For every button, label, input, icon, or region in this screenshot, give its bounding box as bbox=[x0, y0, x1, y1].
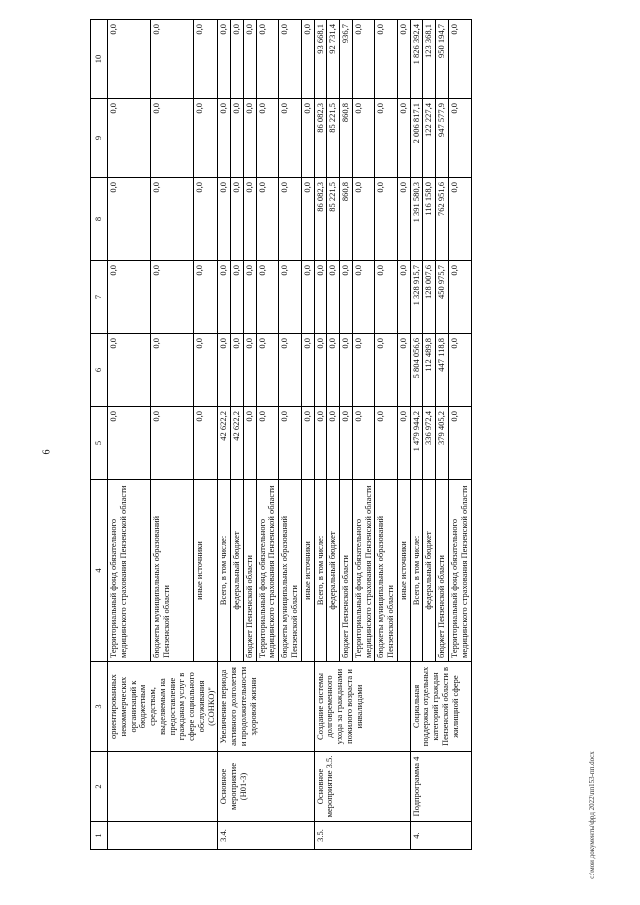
value-cell: 112 489,8 bbox=[423, 334, 436, 407]
value-cell: 447 118,8 bbox=[436, 334, 449, 407]
value-cell: 0,0 bbox=[256, 178, 279, 261]
value-cell: 0,0 bbox=[375, 334, 398, 407]
table-row bbox=[108, 20, 151, 850]
value-cell: 0,0 bbox=[301, 99, 314, 178]
value-cell: 0,0 bbox=[301, 407, 314, 480]
value-cell: 336 972,4 bbox=[423, 407, 436, 480]
event-name-cell: Основное мероприятие 3.5. bbox=[314, 752, 410, 822]
value-cell: 1 479 944,2 bbox=[410, 407, 423, 480]
header-cell: 3 bbox=[91, 662, 108, 752]
value-cell: 0,0 bbox=[375, 178, 398, 261]
funding-source-cell: Всего, в том числе: bbox=[218, 480, 231, 662]
value-cell: 0,0 bbox=[218, 178, 231, 261]
value-cell: 762 951,6 bbox=[436, 178, 449, 261]
value-cell: 93 668,1 bbox=[314, 20, 327, 99]
value-cell: 2 006 817,1 bbox=[410, 99, 423, 178]
event-name-cell: Подпрограмма 4 bbox=[410, 752, 471, 822]
header-cell: 6 bbox=[91, 334, 108, 407]
value-cell: 1 328 915,7 bbox=[410, 261, 423, 334]
value-cell: 0,0 bbox=[243, 261, 256, 334]
value-cell: 0,0 bbox=[352, 99, 375, 178]
value-cell: 0,0 bbox=[314, 407, 327, 480]
value-cell: 0,0 bbox=[279, 20, 302, 99]
value-cell: 0,0 bbox=[448, 20, 471, 99]
value-cell: 85 221,5 bbox=[327, 99, 340, 178]
value-cell: 0,0 bbox=[397, 334, 410, 407]
value-cell: 128 007,6 bbox=[423, 261, 436, 334]
value-cell: 0,0 bbox=[448, 407, 471, 480]
value-cell: 0,0 bbox=[397, 407, 410, 480]
value-cell: 0,0 bbox=[108, 178, 151, 261]
value-cell: 0,0 bbox=[314, 261, 327, 334]
value-cell: 0,0 bbox=[375, 20, 398, 99]
value-cell: 0,0 bbox=[151, 261, 194, 334]
value-cell: 0,0 bbox=[327, 407, 340, 480]
funding-source-cell: иные источники bbox=[397, 480, 410, 662]
event-description-cell: ориентированных некоммерческих организаций к бюджетным средствам, выделяемым на предоставление гражданам услуг в сфере социального обслуживания (СОНКО)" bbox=[108, 662, 218, 752]
value-cell: 0,0 bbox=[352, 20, 375, 99]
funding-source-cell: Территориальный фонд обязательного медицинского страхования Пензенской области bbox=[448, 480, 471, 662]
value-cell: 0,0 bbox=[231, 178, 244, 261]
value-cell: 0,0 bbox=[231, 261, 244, 334]
value-cell: 0,0 bbox=[397, 261, 410, 334]
value-cell: 0,0 bbox=[194, 20, 218, 99]
value-cell: 0,0 bbox=[340, 334, 353, 407]
value-cell: 0,0 bbox=[108, 261, 151, 334]
value-cell: 0,0 bbox=[256, 334, 279, 407]
value-cell: 947 577,9 bbox=[436, 99, 449, 178]
row-number-cell: 4. bbox=[410, 822, 471, 850]
value-cell: 379 405,2 bbox=[436, 407, 449, 480]
value-cell: 0,0 bbox=[352, 407, 375, 480]
value-cell: 0,0 bbox=[352, 261, 375, 334]
value-cell: 0,0 bbox=[397, 178, 410, 261]
value-cell: 0,0 bbox=[279, 407, 302, 480]
value-cell: 0,0 bbox=[194, 334, 218, 407]
value-cell: 0,0 bbox=[340, 407, 353, 480]
value-cell: 0,0 bbox=[108, 99, 151, 178]
value-cell: 0,0 bbox=[301, 20, 314, 99]
value-cell: 86 082,3 bbox=[314, 99, 327, 178]
header-cell: 1 bbox=[91, 822, 108, 850]
value-cell: 42 622,2 bbox=[218, 407, 231, 480]
value-cell: 0,0 bbox=[448, 334, 471, 407]
value-cell: 0,0 bbox=[256, 261, 279, 334]
value-cell: 0,0 bbox=[243, 407, 256, 480]
value-cell: 0,0 bbox=[194, 178, 218, 261]
funding-source-cell: бюджет Пензенской области bbox=[436, 480, 449, 662]
value-cell: 450 975,7 bbox=[436, 261, 449, 334]
value-cell: 0,0 bbox=[340, 261, 353, 334]
value-cell: 92 731,4 bbox=[327, 20, 340, 99]
header-row bbox=[91, 20, 108, 850]
value-cell: 0,0 bbox=[352, 178, 375, 261]
value-cell: 0,0 bbox=[301, 334, 314, 407]
header-cell: 2 bbox=[91, 752, 108, 822]
value-cell: 0,0 bbox=[151, 178, 194, 261]
value-cell: 0,0 bbox=[301, 178, 314, 261]
value-cell: 0,0 bbox=[448, 99, 471, 178]
value-cell: 0,0 bbox=[151, 99, 194, 178]
value-cell: 0,0 bbox=[218, 99, 231, 178]
table-body bbox=[108, 20, 472, 850]
value-cell: 0,0 bbox=[352, 334, 375, 407]
value-cell: 0,0 bbox=[256, 99, 279, 178]
value-cell: 0,0 bbox=[151, 334, 194, 407]
funding-source-cell: бюджеты муниципальных образований Пензенской области bbox=[279, 480, 302, 662]
value-cell: 0,0 bbox=[151, 407, 194, 480]
value-cell: 0,0 bbox=[243, 178, 256, 261]
funding-source-cell: Всего, в том числе: bbox=[410, 480, 423, 662]
value-cell: 0,0 bbox=[151, 20, 194, 99]
value-cell: 0,0 bbox=[301, 261, 314, 334]
value-cell: 0,0 bbox=[194, 407, 218, 480]
value-cell: 85 221,5 bbox=[327, 178, 340, 261]
funding-source-cell: федеральный бюджет bbox=[423, 480, 436, 662]
funding-source-cell: иные источники bbox=[194, 480, 218, 662]
funding-source-cell: федеральный бюджет bbox=[231, 480, 244, 662]
table-row bbox=[410, 20, 423, 850]
funding-source-cell: иные источники bbox=[301, 480, 314, 662]
funding-source-cell: Территориальный фонд обязательного медицинского страхования Пензенской области bbox=[108, 480, 151, 662]
value-cell: 0,0 bbox=[448, 178, 471, 261]
value-cell: 0,0 bbox=[279, 99, 302, 178]
value-cell: 0,0 bbox=[194, 99, 218, 178]
value-cell: 0,0 bbox=[218, 261, 231, 334]
value-cell: 0,0 bbox=[218, 20, 231, 99]
value-cell: 1 391 580,3 bbox=[410, 178, 423, 261]
value-cell: 0,0 bbox=[108, 407, 151, 480]
value-cell: 0,0 bbox=[279, 261, 302, 334]
value-cell: 0,0 bbox=[279, 178, 302, 261]
funding-source-cell: Территориальный фонд обязательного медицинского страхования Пензенской области bbox=[352, 480, 375, 662]
value-cell: 860,8 bbox=[340, 178, 353, 261]
value-cell: 0,0 bbox=[256, 20, 279, 99]
rotated-page bbox=[90, 20, 590, 850]
value-cell: 0,0 bbox=[256, 407, 279, 480]
value-cell: 86 082,3 bbox=[314, 178, 327, 261]
value-cell: 0,0 bbox=[231, 99, 244, 178]
value-cell: 0,0 bbox=[108, 20, 151, 99]
event-description-cell: Социальная поддержка отдельных категорий граждан Пензенской области в жилищной сфере bbox=[410, 662, 471, 752]
value-cell: 0,0 bbox=[375, 99, 398, 178]
event-name-cell: Основное мероприятие (Н01-3) bbox=[218, 752, 314, 822]
event-description-cell: Увеличение периода активного долголетия и продолжительности здоровой жизни bbox=[218, 662, 314, 752]
footer-file-path: с:\мои документы\фрд 2022\пп153-пп.docx bbox=[588, 751, 596, 879]
funding-source-cell: бюджет Пензенской области bbox=[243, 480, 256, 662]
value-cell: 5 804 056,6 bbox=[410, 334, 423, 407]
funding-source-cell: федеральный бюджет bbox=[327, 480, 340, 662]
value-cell: 0,0 bbox=[108, 334, 151, 407]
funding-table bbox=[90, 19, 472, 850]
value-cell: 0,0 bbox=[314, 334, 327, 407]
header-cell: 4 bbox=[91, 480, 108, 662]
value-cell: 860,8 bbox=[340, 99, 353, 178]
header-cell: 7 bbox=[91, 261, 108, 334]
page-number: 6 bbox=[41, 449, 53, 455]
value-cell: 42 622,2 bbox=[231, 407, 244, 480]
value-cell: 0,0 bbox=[327, 334, 340, 407]
table-row bbox=[314, 20, 327, 850]
value-cell: 123 368,1 bbox=[423, 20, 436, 99]
value-cell: 0,0 bbox=[397, 99, 410, 178]
value-cell: 0,0 bbox=[243, 20, 256, 99]
value-cell: 0,0 bbox=[231, 334, 244, 407]
event-name-cell bbox=[108, 752, 218, 822]
value-cell: 0,0 bbox=[448, 261, 471, 334]
value-cell: 0,0 bbox=[279, 334, 302, 407]
value-cell: 950 194,7 bbox=[436, 20, 449, 99]
value-cell: 0,0 bbox=[194, 261, 218, 334]
value-cell: 0,0 bbox=[243, 99, 256, 178]
row-number-cell: 3.5. bbox=[314, 822, 410, 850]
funding-source-cell: Всего, в том числе: bbox=[314, 480, 327, 662]
value-cell: 0,0 bbox=[375, 261, 398, 334]
header-cell: 8 bbox=[91, 178, 108, 261]
event-description-cell: Создание системы долговременного ухода за гражданами пожилого возраста и инвалидами bbox=[314, 662, 410, 752]
funding-source-cell: Территориальный фонд обязательного медицинского страхования Пензенской области bbox=[256, 480, 279, 662]
row-number-cell: 3.4. bbox=[218, 822, 314, 850]
funding-source-cell: бюджеты муниципальных образований Пензенской области bbox=[375, 480, 398, 662]
value-cell: 0,0 bbox=[327, 261, 340, 334]
funding-source-cell: бюджеты муниципальных образований Пензенской области bbox=[151, 480, 194, 662]
value-cell: 0,0 bbox=[218, 334, 231, 407]
row-number-cell bbox=[108, 822, 218, 850]
header-cell: 9 bbox=[91, 99, 108, 178]
value-cell: 0,0 bbox=[243, 334, 256, 407]
value-cell: 936,7 bbox=[340, 20, 353, 99]
value-cell: 0,0 bbox=[397, 20, 410, 99]
funding-source-cell: бюджет Пензенской области bbox=[340, 480, 353, 662]
value-cell: 122 227,4 bbox=[423, 99, 436, 178]
value-cell: 0,0 bbox=[231, 20, 244, 99]
value-cell: 116 158,0 bbox=[423, 178, 436, 261]
value-cell: 1 826 392,4 bbox=[410, 20, 423, 99]
header-cell: 5 bbox=[91, 407, 108, 480]
header-cell: 10 bbox=[91, 20, 108, 99]
table-row bbox=[218, 20, 231, 850]
value-cell: 0,0 bbox=[375, 407, 398, 480]
